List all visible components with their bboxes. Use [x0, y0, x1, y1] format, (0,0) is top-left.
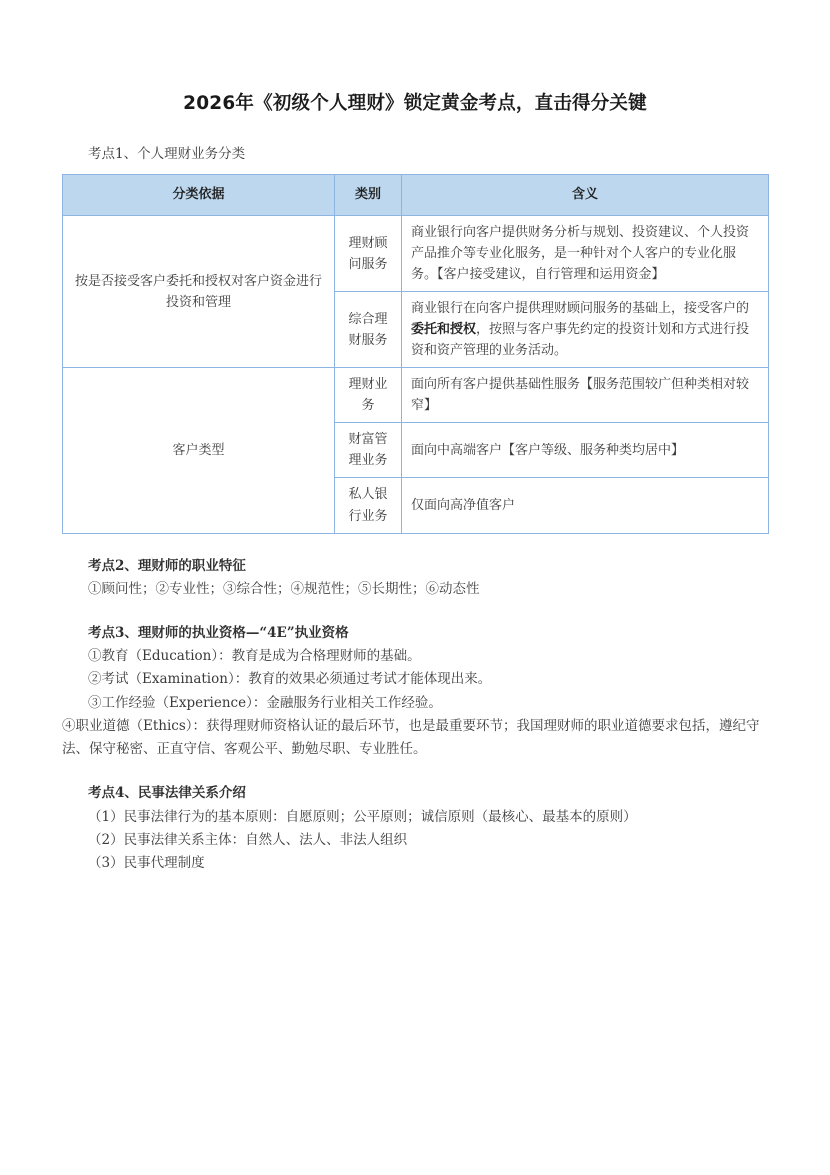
meaning-text-emphasis: 委托和授权: [411, 322, 477, 338]
page-title: 2026年《初级个人理财》锁定黄金考点，直击得分关键: [183, 93, 647, 114]
section-4-line-2: （2）民事法律关系主体：自然人、法人、非法人组织: [88, 831, 408, 848]
category-cell: 财富管理业务: [335, 423, 402, 478]
section-heading-1: 考点1、个人理财业务分类: [88, 146, 246, 162]
meaning-cell: [402, 368, 769, 423]
meaning-cell: [402, 216, 769, 292]
table-row: [63, 216, 769, 292]
category-cell: 理财顾问服务: [335, 216, 402, 292]
section-2-line-1: ①顾问性；②专业性；③综合性；④规范性；⑤长期性；⑥动态性: [88, 580, 480, 597]
section-3-line-1: ①教育（Education）：教育是成为合格理财师的基础。: [88, 648, 421, 665]
section-4-line-1: （1）民事法律行为的基本原则：自愿原则；公平原则；诚信原则（最核心、最基本的原则）: [88, 808, 637, 825]
section-3-line-4: ④职业道德（Ethics）：获得理财师资格认证的最后环节，也是最重要环节；我国理财师的职业道德要求包括，遵纪守法、保守秘密、正直守信、客观公平、勤勉尽职、专业胜任。: [62, 717, 760, 758]
section-heading-4: 考点4、民事法律关系介绍: [88, 785, 246, 802]
section-3-line-3: ③工作经验（Experience）：金融服务行业相关工作经验。: [88, 694, 442, 711]
meaning-text: 面向中高端客户【客户等级、服务种类均居中】: [411, 442, 685, 458]
column-header-category: 类别: [335, 175, 402, 216]
criteria-cell: 客户类型: [63, 368, 335, 533]
section-2: [0, 555, 830, 601]
table-row: [63, 368, 769, 423]
meaning-text: 商业银行向客户提供财务分析与规划、投资建议、个人投资产品推介等专业化服务，是一种针对个人客户的专业化服务。【客户接受建议，自行管理和运用资金】: [411, 225, 750, 283]
classification-table: [62, 174, 769, 534]
meaning-cell: [402, 292, 769, 368]
section-3: [0, 622, 830, 761]
meaning-text: 仅面向高净值客户: [411, 497, 516, 513]
category-cell: 私人银行业务: [335, 478, 402, 533]
category-cell: 综合理财服务: [335, 292, 402, 368]
table-body: [63, 216, 769, 534]
meaning-text-post: ，按照与客户事先约定的投资计划和方式进行投资和资产管理的业务活动。: [411, 322, 750, 359]
meaning-cell: [402, 423, 769, 478]
section-4: [0, 782, 830, 875]
section-heading-2: 考点2、理财师的职业特征: [88, 557, 246, 574]
category-cell: 理财业务: [335, 368, 402, 423]
criteria-cell: 按是否接受客户委托和授权对客户资金进行投资和管理: [63, 216, 335, 368]
section-heading-3: 考点3、理财师的执业资格—“4E”执业资格: [88, 625, 349, 641]
section-3-line-2: ②考试（Examination）：教育的效果必须通过考试才能体现出来。: [88, 671, 492, 688]
section-4-line-3: （3）民事代理制度: [88, 854, 205, 871]
column-header-criteria: 分类依据: [63, 175, 335, 216]
meaning-cell: [402, 478, 769, 533]
classification-table-wrapper: [0, 162, 830, 534]
column-header-meaning: 含义: [402, 175, 769, 216]
meaning-text-pre: 商业银行在向客户提供理财顾问服务的基础上，接受客户的: [411, 301, 750, 317]
meaning-text: 面向所有客户提供基础性服务【服务范围较广但种类相对较窄】: [411, 377, 750, 414]
table-header-row: [63, 175, 769, 216]
